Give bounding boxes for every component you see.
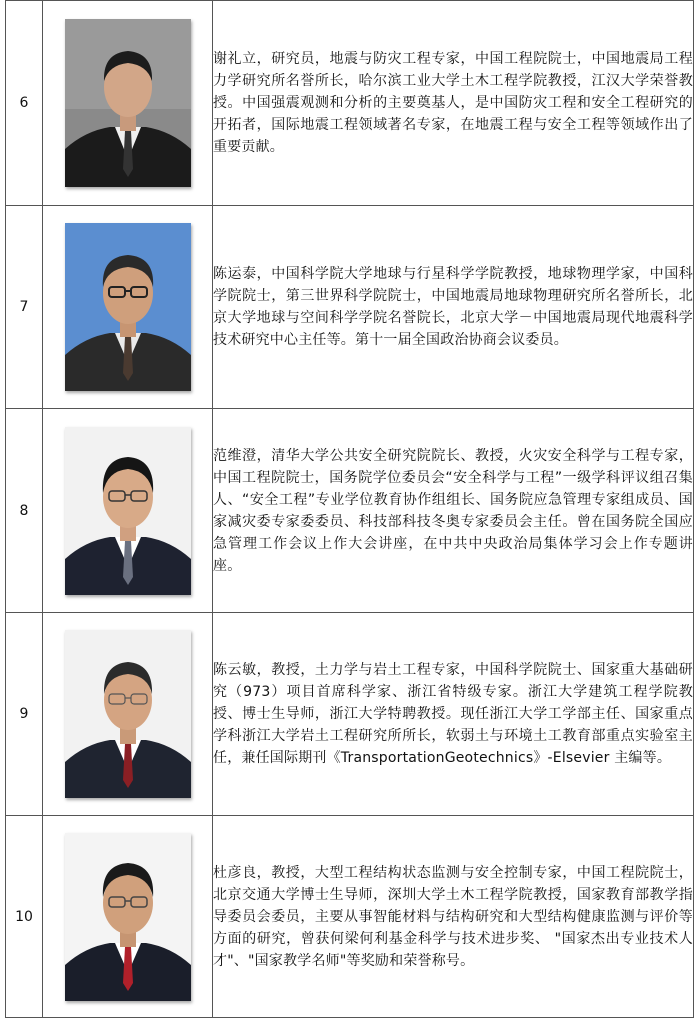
row-number: 7 (6, 206, 43, 409)
row-number: 6 (6, 1, 43, 206)
table-row (6, 1, 694, 206)
photo-cell (43, 1, 213, 206)
portrait-photo-icon (65, 223, 191, 391)
row-number: 10 (6, 816, 43, 1018)
photo-cell (43, 409, 213, 613)
portrait-photo-icon (65, 19, 191, 187)
bio-text: 陈云敏，教授，土力学与岩土工程专家，中国科学院院士、国家重大基础研究（973）项目首席科学家、浙江省特级专家。浙江大学建筑工程学院教授、博士生导师，浙江大学特聘教授。现任浙江大学工学部主任、国家重点学科浙江大学岩土工程研究所所长，软弱土与环境土工教育部重点实验室主任，兼任国际期刊《TransportationGeotechnics》-Elsevier 主编等。 (213, 613, 694, 816)
row-number: 9 (6, 613, 43, 816)
bio-text: 范维澄，清华大学公共安全研究院院长、教授，火灾安全科学与工程专家，中国工程院院士，国务院学位委员会“安全科学与工程”一级学科评议组召集人、“安全工程”专业学位教育协作组组长、国务院应急管理专家组成员、国家减灾委专家委委员、科技部科技冬奥专家委员会主任。曾在国务院全国应急管理工作会议上作大会讲座，在中共中央政治局集体学习会上作专题讲座。 (213, 409, 694, 613)
row-number: 8 (6, 409, 43, 613)
bio-text: 杜彦良，教授，大型工程结构状态监测与安全控制专家，中国工程院院士，北京交通大学博士生导师，深圳大学土木工程学院教授，国家教育部教学指导委员会委员，主要从事智能材料与结构研究和大型结构健康监测与评价等方面的研究，曾获何梁何利基金科学与技术进步奖、 "国家杰出专业技术人才"、"国家教学名师"等奖励和荣誉称号。 (213, 816, 694, 1018)
portrait-photo-icon (65, 833, 191, 1001)
bio-text: 陈运泰，中国科学院大学地球与行星科学学院教授，地球物理学家，中国科学院院士，第三世界科学院院士，中国地震局地球物理研究所名誉所长，北京大学地球与空间科学学院名誉院长，北京大学－中国地震局现代地震科学技术研究中心主任等。第十一届全国政治协商会议委员。 (213, 206, 694, 409)
table-row (6, 816, 694, 1018)
photo-cell (43, 206, 213, 409)
academician-table (5, 0, 694, 1018)
portrait-photo-icon (65, 630, 191, 798)
photo-cell (43, 613, 213, 816)
bio-text: 谢礼立，研究员，地震与防灾工程专家，中国工程院院士，中国地震局工程力学研究所名誉所长，哈尔滨工业大学土木工程学院教授，江汉大学荣誉教授。中国强震观测和分析的主要奠基人，是中国防灾工程和安全工程研究的开拓者，国际地震工程领域著名专家，在地震工程与安全工程等领域作出了重要贡献。 (213, 1, 694, 206)
table-row (6, 409, 694, 613)
photo-cell (43, 816, 213, 1018)
table-row (6, 613, 694, 816)
table-row (6, 206, 694, 409)
portrait-photo-icon (65, 427, 191, 595)
